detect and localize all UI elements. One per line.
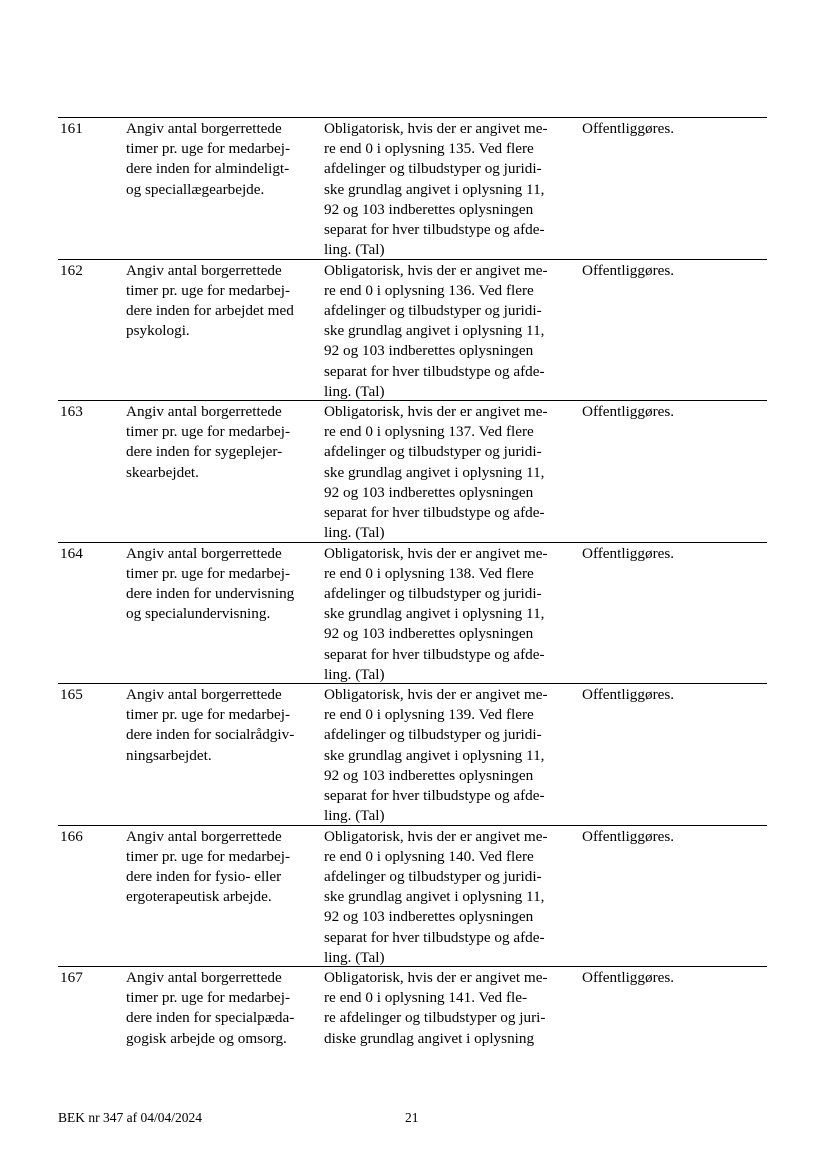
text-line: dere inden for almindeligt- [126, 160, 290, 178]
text-line: psykologi. [126, 322, 190, 340]
item-number: 161 [60, 120, 83, 137]
table-row [58, 966, 767, 1056]
item-description [126, 968, 318, 1049]
text-line: timer pr. uge for medarbej- [126, 989, 291, 1007]
text-line: Angiv antal borgerrettede [126, 969, 282, 986]
text-line: re end 0 i oplysning 140. Ved flere [324, 847, 534, 865]
text-line: dere inden for socialrådgiv- [126, 726, 295, 744]
item-publication: Offentliggøres. [582, 686, 675, 703]
item-description [126, 827, 318, 908]
table-row [58, 542, 767, 684]
text-line: 92 og 103 indberettes oplysningen [324, 766, 534, 784]
item-number: 162 [60, 261, 83, 279]
text-line: Angiv antal borgerrettede [126, 120, 282, 137]
text-line: ske grundlag angivet i oplysning 11, [324, 888, 545, 906]
text-line: 92 og 103 indberettes oplysningen [324, 483, 534, 501]
text-line: Angiv antal borgerrettede [126, 827, 282, 845]
text-line: ske grundlag angivet i oplysning 11, [324, 605, 545, 623]
table-row [58, 825, 767, 967]
text-line: timer pr. uge for medarbej- [126, 281, 291, 299]
text-line: Angiv antal borgerrettede [126, 686, 282, 703]
text-line: Obligatorisk, hvis der er angivet me- [324, 827, 548, 845]
text-line: ske grundlag angivet i oplysning 11, [324, 463, 545, 481]
text-line: timer pr. uge for medarbej- [126, 564, 291, 582]
text-line: dere inden for sygeplejer- [126, 443, 283, 461]
text-line: og specialundervisning. [126, 605, 271, 623]
text-line: dere inden for fysio- eller [126, 867, 282, 885]
item-requirement [324, 968, 576, 1049]
item-requirement [324, 261, 576, 402]
text-line: separat for hver tilbudstype og afde- [324, 645, 545, 663]
text-line: re end 0 i oplysning 137. Ved flere [324, 423, 534, 441]
item-description [126, 685, 318, 766]
item-requirement [324, 685, 576, 826]
text-line: afdelinger og tilbudstyper og juridi- [324, 867, 542, 885]
text-line: Obligatorisk, hvis der er angivet me- [324, 120, 548, 137]
text-line: gogisk arbejde og omsorg. [126, 1029, 287, 1047]
text-line: timer pr. uge for medarbej- [126, 847, 291, 865]
item-description [126, 261, 318, 342]
text-line: ske grundlag angivet i oplysning 11, [324, 746, 545, 764]
text-line: re end 0 i oplysning 135. Ved flere [324, 140, 534, 158]
item-publication: Offentliggøres. [582, 403, 675, 420]
page-number: 21 [405, 1110, 419, 1125]
document-reference: BEK nr 347 af 04/04/2024 [58, 1110, 202, 1125]
text-line: re end 0 i oplysning 139. Ved flere [324, 706, 534, 724]
table-row [58, 400, 767, 542]
text-line: ningsarbejdet. [126, 746, 212, 764]
text-line: Obligatorisk, hvis der er angivet me- [324, 969, 548, 986]
text-line: 92 og 103 indberettes oplysningen [324, 342, 534, 360]
text-line: skearbejdet. [126, 463, 199, 481]
text-line: 92 og 103 indberettes oplysningen [324, 908, 534, 926]
table-row [58, 117, 767, 259]
item-number: 165 [60, 686, 83, 703]
item-publication: Offentliggøres. [582, 544, 675, 562]
item-publication: Offentliggøres. [582, 120, 675, 137]
text-line: Angiv antal borgerrettede [126, 403, 282, 420]
text-line: re end 0 i oplysning 138. Ved flere [324, 564, 534, 582]
text-line: ling. (Tal) [324, 524, 385, 542]
item-requirement [324, 827, 576, 968]
text-line: ergoterapeutisk arbejde. [126, 888, 272, 906]
text-line: diske grundlag angivet i oplysning [324, 1029, 535, 1047]
text-line: timer pr. uge for medarbej- [126, 140, 291, 158]
text-line: Obligatorisk, hvis der er angivet me- [324, 261, 548, 279]
text-line: separat for hver tilbudstype og afde- [324, 787, 545, 805]
text-line: og speciallægearbejde. [126, 180, 265, 198]
text-line: ling. (Tal) [324, 665, 385, 683]
item-publication: Offentliggøres. [582, 827, 675, 845]
text-line: re end 0 i oplysning 141. Ved fle- [324, 989, 528, 1007]
item-requirement [324, 119, 576, 260]
text-line: dere inden for undervisning [126, 584, 295, 602]
text-line: ling. (Tal) [324, 807, 385, 825]
item-number: 166 [60, 827, 83, 845]
text-line: separat for hver tilbudstype og afde- [324, 221, 545, 239]
item-number: 163 [60, 403, 83, 420]
table-row [58, 259, 767, 401]
item-publication: Offentliggøres. [582, 969, 675, 986]
text-line: afdelinger og tilbudstyper og juridi- [324, 443, 542, 461]
text-line: ling. (Tal) [324, 241, 385, 259]
text-line: afdelinger og tilbudstyper og juridi- [324, 584, 542, 602]
text-line: ske grundlag angivet i oplysning 11, [324, 180, 545, 198]
text-line: afdelinger og tilbudstyper og juridi- [324, 301, 542, 319]
text-line: timer pr. uge for medarbej- [126, 423, 291, 441]
table-row [58, 683, 767, 825]
item-description [126, 544, 318, 625]
text-line: ling. (Tal) [324, 948, 385, 966]
item-number: 164 [60, 544, 83, 562]
item-requirement [324, 402, 576, 543]
text-line: Angiv antal borgerrettede [126, 544, 282, 562]
text-line: Obligatorisk, hvis der er angivet me- [324, 403, 548, 420]
text-line: separat for hver tilbudstype og afde- [324, 928, 545, 946]
text-line: separat for hver tilbudstype og afde- [324, 362, 545, 380]
text-line: dere inden for specialpæda- [126, 1009, 295, 1027]
text-line: afdelinger og tilbudstyper og juridi- [324, 160, 542, 178]
text-line: timer pr. uge for medarbej- [126, 706, 291, 724]
text-line: ling. (Tal) [324, 382, 385, 400]
text-line: Obligatorisk, hvis der er angivet me- [324, 544, 548, 562]
text-line: afdelinger og tilbudstyper og juridi- [324, 726, 542, 744]
item-publication: Offentliggøres. [582, 261, 675, 279]
text-line: re afdelinger og tilbudstyper og juri- [324, 1009, 546, 1027]
regulation-table [58, 117, 767, 1056]
item-requirement [324, 544, 576, 685]
text-line: separat for hver tilbudstype og afde- [324, 504, 545, 522]
text-line: ske grundlag angivet i oplysning 11, [324, 322, 545, 340]
text-line: Obligatorisk, hvis der er angivet me- [324, 686, 548, 703]
text-line: re end 0 i oplysning 136. Ved flere [324, 281, 534, 299]
item-description [126, 402, 318, 483]
item-description [126, 119, 318, 200]
text-line: 92 og 103 indberettes oplysningen [324, 200, 534, 218]
item-number: 167 [60, 969, 83, 986]
text-line: Angiv antal borgerrettede [126, 261, 282, 279]
text-line: 92 og 103 indberettes oplysningen [324, 625, 534, 643]
text-line: dere inden for arbejdet med [126, 301, 294, 319]
